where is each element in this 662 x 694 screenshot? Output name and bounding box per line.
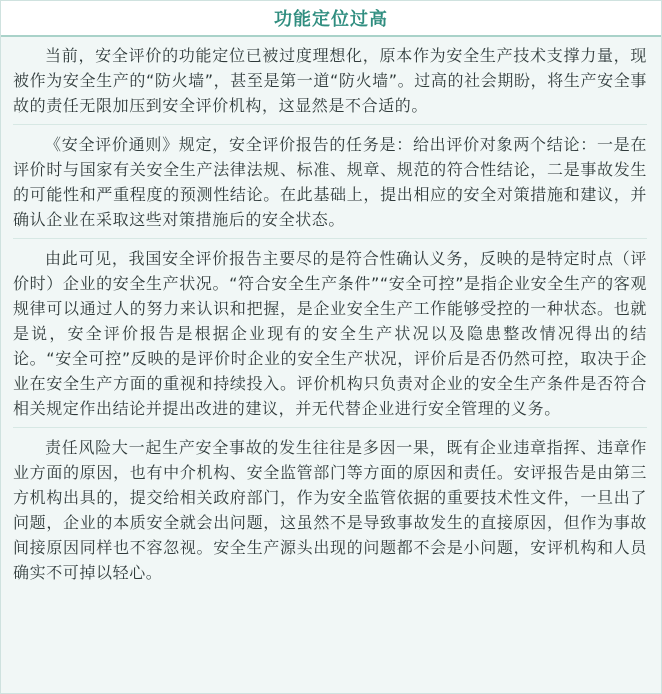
section-title: 功能定位过高	[274, 9, 388, 30]
paragraph-2: 《安全评价通则》规定，安全评价报告的任务是：给出评价对象两个结论：一是在评价时与国家有关安全生产法律法规、标准、规章、规范的符合性结论，二是事故发生的可能性和严重程度的预测性结论。在此基础上，提出相应的安全对策措施和建议，并确认企业在采取这些对策措施后的安全状态。	[13, 135, 647, 229]
article-body	[1, 37, 661, 585]
paragraph-1: 当前，安全评价的功能定位已被过度理想化，原本作为安全生产技术支撑力量，现被作为安全生产的“防火墙”，甚至是第一道“防火墙”。过高的社会期盼，将生产安全事故的责任无限加压到安全评价机构，这显然是不合适的。	[13, 46, 647, 115]
divider	[13, 124, 647, 125]
paragraph-4: 责任风险大一起生产安全事故的发生往往是多因一果，既有企业违章指挥、违章作业方面的原因，也有中介机构、安全监管部门等方面的原因和责任。安评报告是由第三方机构出具的，提交给相关政府部门，作为安全监管依据的重要技术性文件，一旦出了问题，企业的本质安全就会出问题，这虽然不是导致事故发生的直接原因，但作为事故间接原因同样也不容忽视。安全生产源头出现的问题都不会是小问题，安评机构和人员确实不可掉以轻心。	[13, 438, 647, 582]
divider	[13, 427, 647, 428]
paragraph-3: 由此可见，我国安全评价报告主要尽的是符合性确认义务，反映的是特定时点（评价时）企业的安全生产状况。“符合安全生产条件”“安全可控”是指企业安全生产的客观规律可以通过人的努力来认识和把握，是企业安全生产工作能够受控的一种状态。也就是说，安全评价报告是根据企业现有的安全生产状况以及隐患整改情况得出的结论。“安全可控”反映的是评价时企业的安全生产状况，评价后是否仍然可控，取决于企业在安全生产方面的重视和持续投入。评价机构只负责对企业的安全生产条件是否符合相关规定作出结论并提出改进的建议，并无代替企业进行安全管理的义务。	[13, 249, 647, 418]
divider	[13, 238, 647, 239]
title-bar	[1, 1, 661, 37]
